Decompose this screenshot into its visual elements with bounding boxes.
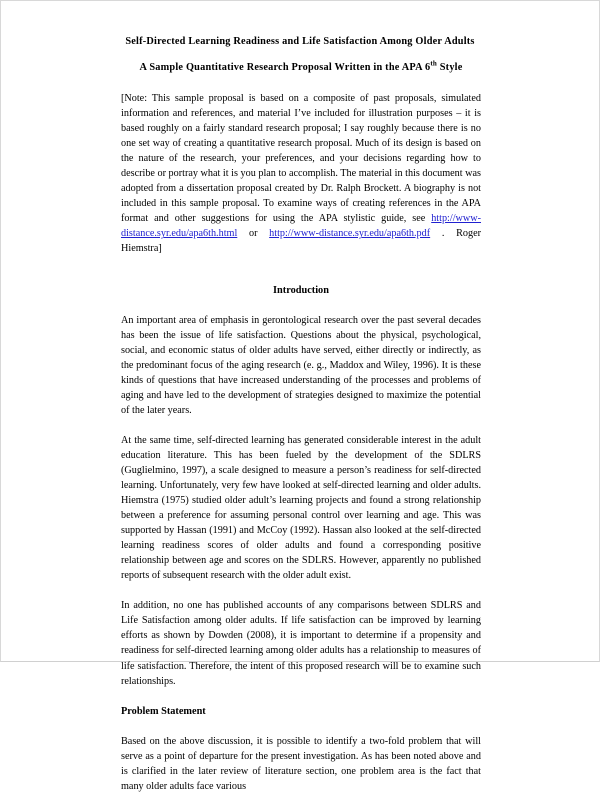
heading-problem-statement: Problem Statement: [121, 705, 206, 717]
subtitle-text-before: A Sample Quantitative Research Proposal Written in the APA 6: [139, 62, 431, 73]
document-subtitle: [121, 61, 481, 75]
note-text-part-one: [Note: This sample proposal is based on a composite of past proposals, simulated information and references, and material I’ve included for illustration purposes – it is based roughly on a fairly standard research proposal; I say roughly because there is no one set way of creating a quantitative research proposal. Much of its design is based on the nature of the research, your preferences, and your decisions regarding how to describe or portray what it is you plan to accomplish. The material in this document was adopted from a dissertation proposal created by Dr. Ralph Brockett. A biography is not included in this sample proposal. To examine ways of creating references in the APA format and other suggestions for using the APA stylistic guide, see: [121, 93, 481, 225]
document-title: Self-Directed Learning Readiness and Life Satisfaction Among Older Adults: [125, 36, 475, 47]
intro-paragraph-1: An important area of emphasis in gerontological research over the past several decades has been the issue of life satisfaction. Questions about the physical, psychological, social, and economic status of older adults have served, either directly or indirectly, as the predominant focus of the aging research (e. g., Maddox and Wiley, 1996). It is these kinds of questions that have increased understanding of the processes and problems of aging and have led to the development of strategies designed to maximize the potential of the later years.: [121, 314, 481, 416]
heading-introduction: Introduction: [273, 284, 329, 296]
author-note-paragraph: [121, 91, 481, 257]
note-text-separator: or: [237, 228, 270, 240]
intro-paragraph-3: In addition, no one has published accounts of any comparisons between SDLRS and Life Satisfaction among older adults. If life satisfaction can be improved by learning efforts as shown by Dowden (2008), it is important to determine if a propensity and readiness for self-directed learning among older adults has a relationship to measures of life satisfaction. Therefore, the intent of this proposed research will be to examine such relationships.: [121, 600, 481, 687]
apa6th-pdf-link[interactable]: http://www-distance.syr.edu/apa6th.pdf: [269, 228, 431, 240]
intro-paragraph-2: At the same time, self-directed learning has generated considerable interest in the adult education literature. This has been fueled by the development of the SDLRS (Guglielmino, 1997), a scale designed to measure a person’s readiness for self-directed learning. Unfortunately, very few have looked at self-directed learning and older adults. Hiemstra (1975) studied older adult’s learning projects and found a strong relationship between a preference for assuming personal control over learning and age. This was supported by Hassan (1991) and McCoy (1992). Hassan also looked at the self-directed learning readiness scores of older adults and found a corresponding positive relationship between age and scores on the SDLRS. However, apparently no published reports of subsequent research with the older adult exist.: [121, 434, 481, 582]
document-content: [121, 35, 481, 809]
note-text-part-two: . Roger Hiemstra]: [121, 228, 481, 255]
apa6th-html-link[interactable]: http://www-distance.syr.edu/apa6th.html: [121, 213, 481, 240]
problem-statement-paragraph-1: Based on the above discussion, it is possible to identify a two-fold problem that will serve as a point of departure for the present investigation. As has been noted above and is clarified in the later review of literature section, one problem area is the fact that many older adults face various: [121, 735, 481, 792]
subtitle-superscript: th: [430, 59, 437, 68]
subtitle-text-after: Style: [436, 62, 463, 73]
title-block: [121, 35, 481, 75]
